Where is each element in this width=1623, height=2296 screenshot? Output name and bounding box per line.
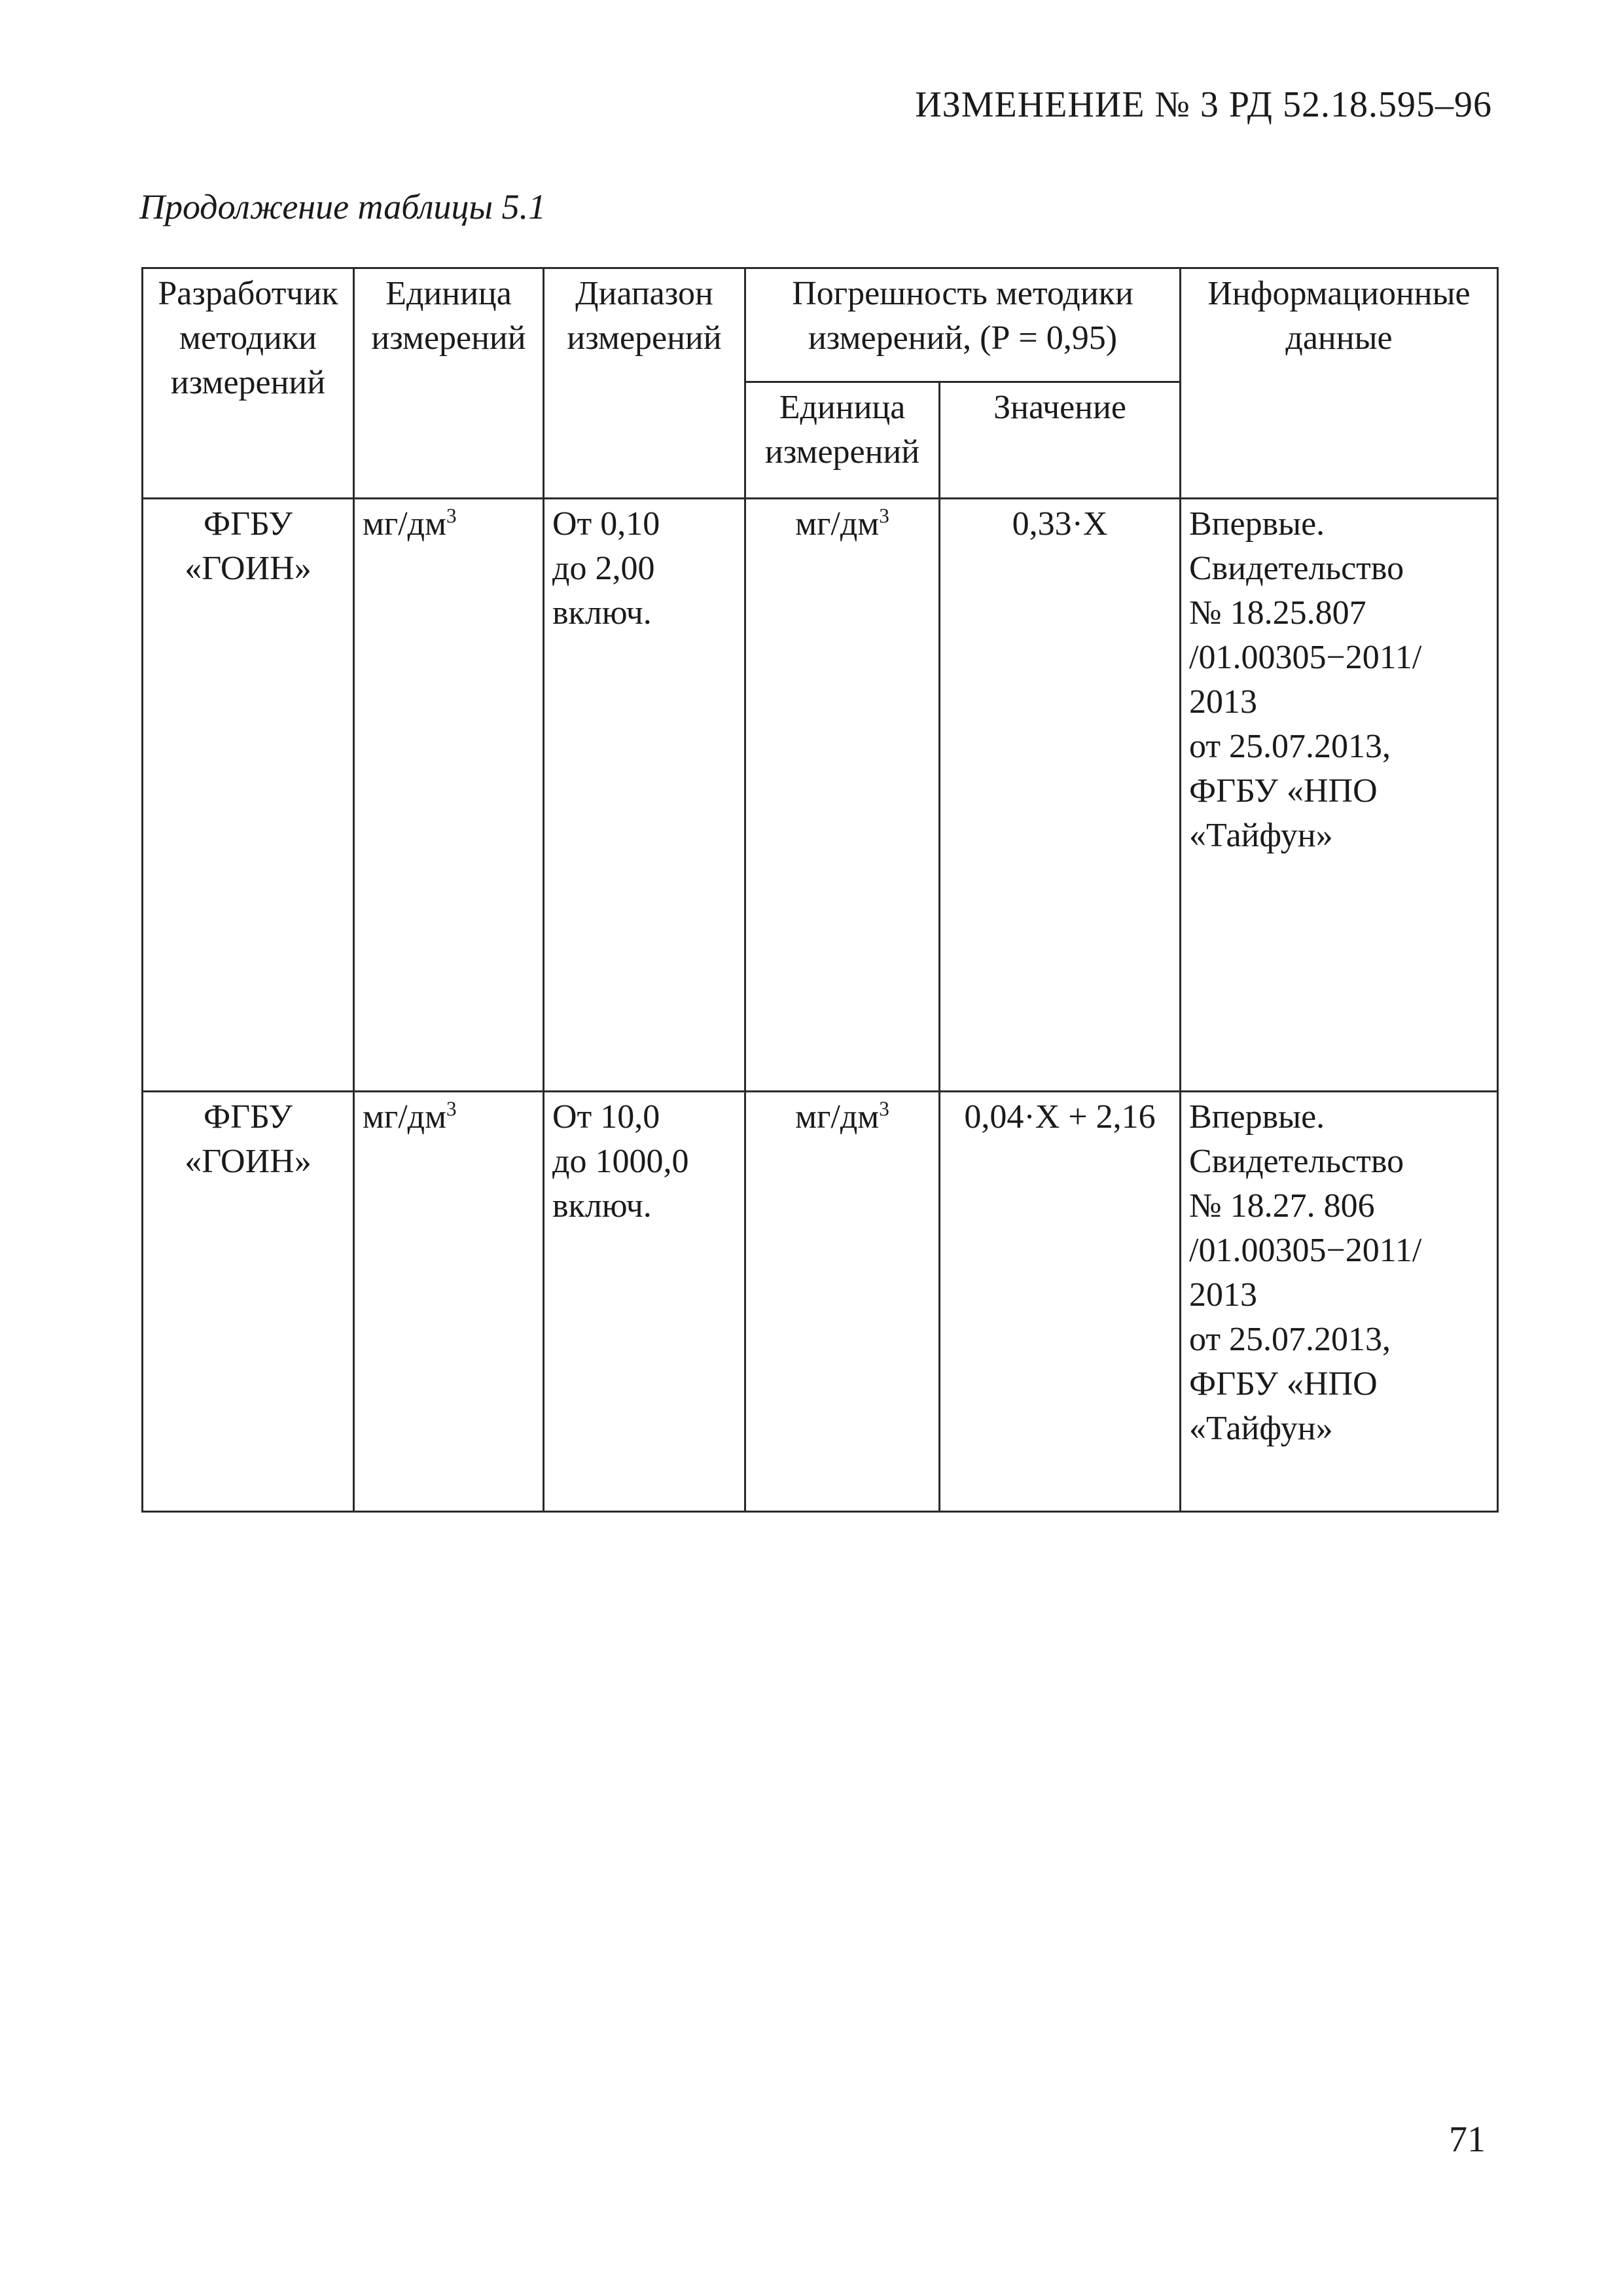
page-number: 71 xyxy=(1449,2119,1486,2160)
document-reference: ИЗМЕНЕНИЕ № 3 РД 52.18.595–96 xyxy=(915,84,1492,125)
cell-error-value: 0,33·Х xyxy=(940,499,1181,1092)
header-developer: Разработчик методики измерений xyxy=(143,268,354,499)
cell-error-unit: $мг/дм^3$ xyxy=(745,1092,940,1512)
table-row xyxy=(143,1092,1498,1512)
header-info: Информационные данные xyxy=(1181,268,1498,499)
table-row xyxy=(143,499,1498,1092)
cell-developer: ФГБУ «ГОИН» xyxy=(143,499,354,1092)
measurement-methods-table xyxy=(141,267,1499,1513)
header-error-group: Погрешность методики измерений, (Р = 0,95) xyxy=(745,268,1181,382)
cell-unit: $мг/дм^3$ xyxy=(354,499,544,1092)
header-error-value: Значение xyxy=(940,382,1181,499)
cell-developer: ФГБУ «ГОИН» xyxy=(143,1092,354,1512)
cell-range: От 10,0 до 1000,0 включ. xyxy=(544,1092,745,1512)
cell-range: От 0,10 до 2,00 включ. xyxy=(544,499,745,1092)
header-range: Диапазон измерений xyxy=(544,268,745,499)
cell-info: Впервые. Свидетельство № 18.25.807 /01.00305−2011/ 2013 от 25.07.2013, ФГБУ «НПО «Тайфун» xyxy=(1181,499,1498,1092)
table-header-row xyxy=(143,268,1498,382)
cell-info: Впервые. Свидетельство № 18.27. 806 /01.00305−2011/ 2013 от 25.07.2013, ФГБУ «НПО «Тайфун» xyxy=(1181,1092,1498,1512)
cell-error-unit: $мг/дм^3$ xyxy=(745,499,940,1092)
cell-unit: $мг/дм^3$ xyxy=(354,1092,544,1512)
header-unit: Единица измерений xyxy=(354,268,544,499)
header-error-unit: Единица измерений xyxy=(745,382,940,499)
cell-error-value: 0,04·Х + 2,16 xyxy=(940,1092,1181,1512)
table-caption: Продолжение таблицы 5.1 xyxy=(139,187,546,226)
